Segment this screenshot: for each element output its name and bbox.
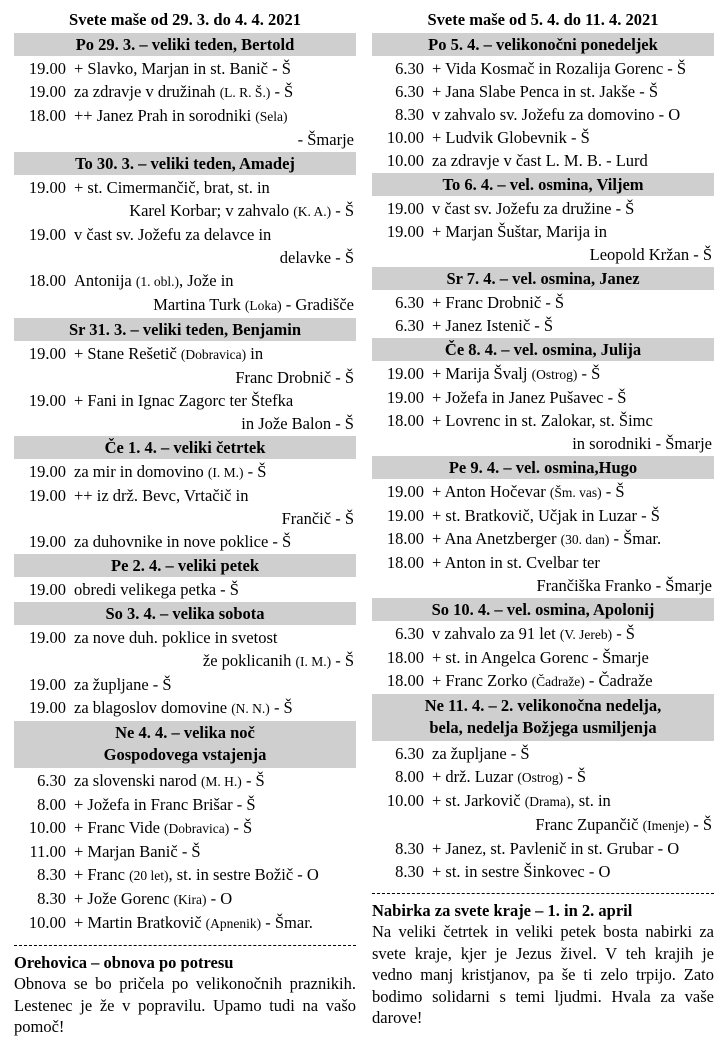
mass-time: 19.00 bbox=[28, 82, 66, 101]
mass-entry bbox=[372, 126, 714, 149]
schedule-column-week-2 bbox=[372, 0, 714, 1029]
mass-entry bbox=[14, 911, 356, 935]
day-header bbox=[14, 436, 356, 459]
intention-line: + Anton Hočevar (Šm. vas) - Š bbox=[432, 482, 625, 501]
intention-line: + Vida Kosmač in Rozalija Gorenc - Š bbox=[432, 59, 687, 78]
day-header bbox=[14, 33, 356, 56]
mass-entry bbox=[372, 551, 714, 597]
mass-intention bbox=[424, 622, 714, 646]
intention-line: + st. Jarkovič (Drama), st. in bbox=[432, 791, 611, 810]
column-title: Svete maše od 5. 4. do 11. 4. 2021 bbox=[427, 10, 659, 29]
mass-entry bbox=[372, 622, 714, 646]
mass-entry bbox=[14, 460, 356, 484]
mass-entry bbox=[372, 291, 714, 314]
mass-time: 19.00 bbox=[386, 506, 424, 525]
mass-entry bbox=[14, 840, 356, 863]
mass-time: 19.00 bbox=[28, 462, 66, 481]
mass-time: 8.30 bbox=[37, 889, 66, 908]
mass-entry bbox=[372, 80, 714, 103]
intention-line-continued: Leopold Kržan - Š bbox=[589, 245, 712, 264]
intention-line-continued: Franc Zupančič (Imenje) - Š bbox=[535, 815, 712, 834]
mass-time: 18.00 bbox=[28, 106, 66, 125]
mass-entry bbox=[14, 80, 356, 104]
intention-line: + st. Bratkovič, Učjak in Luzar - Š bbox=[432, 506, 660, 525]
schedule-column-week-1 bbox=[14, 0, 356, 1038]
mass-time: 19.00 bbox=[28, 698, 66, 717]
intention-line: + Marija Švalj (Ostrog) - Š bbox=[432, 364, 601, 383]
intention-line: + st. in sestre Šinkovec - O bbox=[432, 862, 611, 881]
mass-time: 8.30 bbox=[37, 865, 66, 884]
mass-time: 10.00 bbox=[386, 128, 424, 147]
mass-time: 6.30 bbox=[395, 316, 424, 335]
day-header-line: So 10. 4. – vel. osmina, Apolonij bbox=[431, 600, 655, 619]
intention-line: + Martin Bratkovič (Apnenik) - Šmar. bbox=[74, 913, 313, 932]
intention-line: za blagoslov domovine (N. N.) - Š bbox=[74, 698, 293, 717]
intention-line: + Ludvik Globevnik - Š bbox=[432, 128, 590, 147]
day-header-line: Pe 2. 4. – veliki petek bbox=[110, 556, 260, 575]
intention-line-continued: - Šmarje bbox=[297, 130, 354, 149]
mass-entry bbox=[372, 57, 714, 80]
mass-intention bbox=[66, 342, 356, 389]
mass-entry bbox=[14, 484, 356, 530]
notice-title: Orehovica – obnova po potresu bbox=[14, 953, 234, 972]
intention-line-continued: Martina Turk (Loka) - Gradišče bbox=[153, 295, 354, 314]
intention-line: + Jožefa in Franc Brišar - Š bbox=[74, 795, 256, 814]
mass-entry bbox=[372, 362, 714, 386]
day-header bbox=[372, 456, 714, 479]
mass-intention bbox=[66, 578, 356, 601]
day-header bbox=[372, 598, 714, 621]
column-title: Svete maše od 29. 3. do 4. 4. 2021 bbox=[69, 10, 301, 29]
day-header-line: Ne 4. 4. – velika noč bbox=[115, 723, 255, 742]
intention-line: + Marjan Banič - Š bbox=[74, 842, 201, 861]
mass-time: 8.30 bbox=[395, 839, 424, 858]
intention-line: + Janez Istenič - Š bbox=[432, 316, 554, 335]
mass-time: 19.00 bbox=[28, 178, 66, 197]
intention-line: + Franc (20 let), st. in sestre Božič - O bbox=[74, 865, 319, 884]
intention-line: za zdravje v družinah (L. R. Š.) - Š bbox=[74, 82, 294, 101]
mass-time: 18.00 bbox=[386, 553, 424, 572]
day-header-line: Pe 9. 4. – vel. osmina,Hugo bbox=[448, 458, 638, 477]
day-header-line: To 6. 4. – vel. osmina, Viljem bbox=[442, 175, 644, 194]
mass-entry bbox=[14, 696, 356, 720]
day-header bbox=[14, 554, 356, 577]
mass-time: 19.00 bbox=[386, 222, 424, 241]
mass-intention bbox=[66, 863, 356, 887]
mass-entry bbox=[372, 742, 714, 765]
intention-line-continued: Franc Drobnič - Š bbox=[235, 368, 354, 387]
mass-intention bbox=[424, 409, 714, 455]
mass-entry bbox=[14, 816, 356, 840]
mass-time: 6.30 bbox=[395, 59, 424, 78]
intention-line-continued: in Jože Balon - Š bbox=[241, 414, 354, 433]
intention-line-continued: delavke - Š bbox=[279, 248, 354, 267]
intention-line: + Jožefa in Janez Pušavec - Š bbox=[432, 388, 627, 407]
day-list bbox=[372, 33, 714, 883]
mass-entry bbox=[372, 765, 714, 789]
mass-time: 19.00 bbox=[386, 199, 424, 218]
mass-entry bbox=[14, 530, 356, 553]
mass-intention bbox=[66, 269, 356, 317]
intention-line: + Slavko, Marjan in st. Banič - Š bbox=[74, 59, 291, 78]
mass-time: 8.30 bbox=[395, 862, 424, 881]
intention-line: + st. Cimermančič, brat, st. in bbox=[74, 178, 270, 197]
mass-entry bbox=[372, 527, 714, 551]
mass-entry bbox=[372, 149, 714, 172]
day-header bbox=[372, 267, 714, 290]
mass-entry bbox=[372, 646, 714, 669]
mass-entry bbox=[372, 480, 714, 504]
intention-line: + Franc Drobnič - Š bbox=[432, 293, 565, 312]
intention-line-continued: Karel Korbar; v zahvalo (K. A.) - Š bbox=[129, 201, 354, 220]
intention-line: za župljane - Š bbox=[432, 744, 530, 763]
intention-line: v čast sv. Jožefu za družine - Š bbox=[432, 199, 635, 218]
day-header bbox=[372, 694, 714, 741]
intention-line: za duhovnike in nove poklice - Š bbox=[74, 532, 292, 551]
day-header bbox=[14, 152, 356, 175]
intention-line: + Franc Zorko (Čadraže) - Čadraže bbox=[432, 671, 653, 690]
mass-intention bbox=[66, 223, 356, 269]
intention-line: za nove duh. poklice in svetost bbox=[74, 628, 278, 647]
mass-entry bbox=[14, 578, 356, 601]
intention-line: + Stane Rešetič (Dobravica) in bbox=[74, 344, 264, 363]
day-header-line: Sr 7. 4. – vel. osmina, Janez bbox=[446, 269, 640, 288]
mass-time: 8.00 bbox=[395, 767, 424, 786]
mass-intention bbox=[66, 104, 356, 151]
mass-time: 19.00 bbox=[28, 580, 66, 599]
day-header-line: Po 29. 3. – veliki teden, Bertold bbox=[75, 35, 295, 54]
mass-intention bbox=[424, 742, 714, 765]
intention-line: v zahvalo za 91 let (V. Jereb) - Š bbox=[432, 624, 635, 643]
mass-time: 19.00 bbox=[28, 59, 66, 78]
mass-intention bbox=[424, 765, 714, 789]
mass-entry bbox=[14, 887, 356, 911]
mass-intention bbox=[424, 80, 714, 103]
mass-intention bbox=[424, 103, 714, 126]
intention-line: + Janez, st. Pavlenič in st. Grubar - O bbox=[432, 839, 680, 858]
mass-entry bbox=[372, 386, 714, 409]
day-header-line: bela, nedelja Božjega usmiljenja bbox=[429, 718, 657, 737]
mass-entry bbox=[14, 342, 356, 389]
mass-intention bbox=[424, 314, 714, 337]
day-header-line: To 30. 3. – veliki teden, Amadej bbox=[75, 154, 295, 173]
intention-line: za mir in domovino (I. M.) - Š bbox=[74, 462, 267, 481]
mass-entry bbox=[14, 863, 356, 887]
mass-time: 6.30 bbox=[395, 293, 424, 312]
dashed-divider bbox=[14, 945, 356, 946]
mass-intention bbox=[424, 386, 714, 409]
mass-time: 6.30 bbox=[395, 744, 424, 763]
mass-time: 19.00 bbox=[28, 486, 66, 505]
mass-intention bbox=[424, 837, 714, 860]
mass-entry bbox=[372, 504, 714, 527]
mass-time: 18.00 bbox=[386, 529, 424, 548]
mass-time: 6.30 bbox=[37, 771, 66, 790]
mass-entry bbox=[14, 57, 356, 80]
mass-time: 19.00 bbox=[28, 532, 66, 551]
day-header bbox=[14, 602, 356, 625]
intention-line: obredi velikega petka - Š bbox=[74, 580, 239, 599]
mass-intention bbox=[66, 57, 356, 80]
intention-line: + Jože Gorenc (Kira) - O bbox=[74, 889, 233, 908]
mass-intention bbox=[424, 149, 714, 172]
mass-time: 18.00 bbox=[386, 671, 424, 690]
mass-intention bbox=[424, 220, 714, 266]
mass-intention bbox=[66, 484, 356, 530]
mass-intention bbox=[424, 527, 714, 551]
mass-intention bbox=[424, 197, 714, 220]
intention-line: ++ iz drž. Bevc, Vrtačič in bbox=[74, 486, 249, 505]
mass-entry bbox=[14, 223, 356, 269]
day-header-line: So 3. 4. – velika sobota bbox=[105, 604, 265, 623]
mass-time: 10.00 bbox=[386, 151, 424, 170]
mass-intention bbox=[424, 860, 714, 883]
intention-line: za župljane - Š bbox=[74, 675, 172, 694]
mass-intention bbox=[66, 793, 356, 816]
mass-intention bbox=[66, 460, 356, 484]
mass-time: 8.00 bbox=[37, 795, 66, 814]
mass-time: 19.00 bbox=[28, 225, 66, 244]
mass-entry bbox=[372, 314, 714, 337]
mass-entry bbox=[372, 860, 714, 883]
mass-time: 19.00 bbox=[386, 388, 424, 407]
mass-intention bbox=[66, 80, 356, 104]
mass-time: 10.00 bbox=[386, 791, 424, 810]
mass-intention bbox=[424, 480, 714, 504]
intention-line: Antonija (1. obl.), Jože in bbox=[74, 271, 234, 290]
mass-intention bbox=[424, 504, 714, 527]
mass-intention bbox=[66, 769, 356, 793]
intention-line: + drž. Luzar (Ostrog) - Š bbox=[432, 767, 587, 786]
mass-time: 19.00 bbox=[28, 391, 66, 410]
mass-time: 19.00 bbox=[28, 675, 66, 694]
mass-intention bbox=[424, 551, 714, 597]
notice-text: Na veliki četrtek in veliki petek bosta nabirki za svete kraje, kjer je Jezus živel. V teh krajih je vedno manj kristjanov, pa še ti zelo trpijo. Zato bodimo solidarni s temi ljudmi. Hvala za vaše darove! bbox=[372, 922, 714, 1027]
mass-intention bbox=[66, 696, 356, 720]
mass-entry bbox=[372, 197, 714, 220]
intention-line-continued: že poklicanih (I. M.) - Š bbox=[202, 651, 354, 670]
mass-intention bbox=[66, 673, 356, 696]
mass-time: 18.00 bbox=[386, 411, 424, 430]
day-header bbox=[14, 721, 356, 768]
intention-line: za slovenski narod (M. H.) - Š bbox=[74, 771, 265, 790]
intention-line: + Marjan Šuštar, Marija in bbox=[432, 222, 607, 241]
intention-line-continued: Frančič - Š bbox=[281, 509, 354, 528]
intention-line: + Lovrenc in st. Zalokar, st. Šimc bbox=[432, 411, 653, 430]
intention-line: + Jana Slabe Penca in st. Jakše - Š bbox=[432, 82, 659, 101]
intention-line: + Ana Anetzberger (30. dan) - Šmar. bbox=[432, 529, 662, 548]
intention-line-continued: Frančiška Franko - Šmarje bbox=[536, 576, 712, 595]
mass-entry bbox=[14, 626, 356, 673]
day-header bbox=[14, 318, 356, 341]
intention-line: + Franc Vide (Dobravica) - Š bbox=[74, 818, 253, 837]
mass-time: 19.00 bbox=[386, 482, 424, 501]
mass-intention bbox=[66, 389, 356, 435]
intention-line-continued: in sorodniki - Šmarje bbox=[572, 434, 712, 453]
mass-entry bbox=[14, 104, 356, 151]
day-header-line: Ne 11. 4. – 2. velikonočna nedelja, bbox=[424, 696, 662, 715]
dashed-divider bbox=[372, 893, 714, 894]
mass-intention bbox=[66, 887, 356, 911]
mass-intention bbox=[66, 626, 356, 673]
mass-intention bbox=[424, 646, 714, 669]
day-header-line: Če 1. 4. – veliki četrtek bbox=[104, 438, 266, 457]
mass-entry bbox=[372, 837, 714, 860]
notice-text: Obnova se bo pričela po velikonočnih praznikih. Lestenec je že v popravilu. Upamo tudi na vašo pomoč! bbox=[14, 974, 356, 1036]
mass-entry bbox=[14, 269, 356, 317]
day-header bbox=[372, 173, 714, 196]
mass-time: 11.00 bbox=[29, 842, 66, 861]
mass-entry bbox=[14, 769, 356, 793]
mass-intention bbox=[424, 57, 714, 80]
mass-time: 18.00 bbox=[386, 648, 424, 667]
mass-entry bbox=[14, 793, 356, 816]
notice-title: Nabirka za svete kraje – 1. in 2. april bbox=[372, 901, 633, 920]
mass-time: 8.30 bbox=[395, 105, 424, 124]
mass-intention bbox=[424, 789, 714, 837]
mass-time: 6.30 bbox=[395, 624, 424, 643]
intention-line: v čast sv. Jožefu za delavce in bbox=[74, 225, 272, 244]
mass-entry bbox=[372, 789, 714, 837]
mass-entry bbox=[372, 669, 714, 693]
day-header bbox=[372, 33, 714, 56]
intention-line: za zdravje v čast L. M. B. - Lurd bbox=[432, 151, 648, 170]
mass-entry bbox=[14, 176, 356, 223]
intention-line: + st. in Angelca Gorenc - Šmarje bbox=[432, 648, 649, 667]
mass-time: 10.00 bbox=[28, 818, 66, 837]
mass-time: 19.00 bbox=[28, 344, 66, 363]
mass-intention bbox=[66, 176, 356, 223]
mass-intention bbox=[424, 669, 714, 693]
day-header bbox=[372, 338, 714, 361]
mass-intention bbox=[424, 126, 714, 149]
mass-time: 19.00 bbox=[28, 628, 66, 647]
mass-time: 6.30 bbox=[395, 82, 424, 101]
day-list bbox=[14, 33, 356, 935]
mass-intention bbox=[66, 840, 356, 863]
day-header-line: Sr 31. 3. – veliki teden, Benjamin bbox=[68, 320, 302, 339]
intention-line: ++ Janez Prah in sorodniki (Sela) bbox=[74, 106, 288, 125]
mass-entry bbox=[372, 220, 714, 266]
mass-entry bbox=[14, 389, 356, 435]
mass-time: 10.00 bbox=[28, 913, 66, 932]
mass-time: 19.00 bbox=[386, 364, 424, 383]
mass-intention bbox=[424, 362, 714, 386]
mass-intention bbox=[66, 911, 356, 935]
intention-line: + Anton in st. Cvelbar ter bbox=[432, 553, 600, 572]
mass-intention bbox=[66, 530, 356, 553]
intention-line: + Fani in Ignac Zagorc ter Štefka bbox=[74, 391, 294, 410]
mass-intention bbox=[424, 291, 714, 314]
mass-intention bbox=[66, 816, 356, 840]
mass-time: 18.00 bbox=[28, 271, 66, 290]
day-header-line: Če 8. 4. – vel. osmina, Julija bbox=[444, 340, 642, 359]
mass-entry bbox=[14, 673, 356, 696]
mass-entry bbox=[372, 103, 714, 126]
day-header-line: Gospodovega vstajenja bbox=[103, 745, 267, 764]
day-header-line: Po 5. 4. – velikonočni ponedeljek bbox=[428, 35, 658, 54]
mass-entry bbox=[372, 409, 714, 455]
intention-line: v zahvalo sv. Jožefu za domovino - O bbox=[432, 105, 681, 124]
